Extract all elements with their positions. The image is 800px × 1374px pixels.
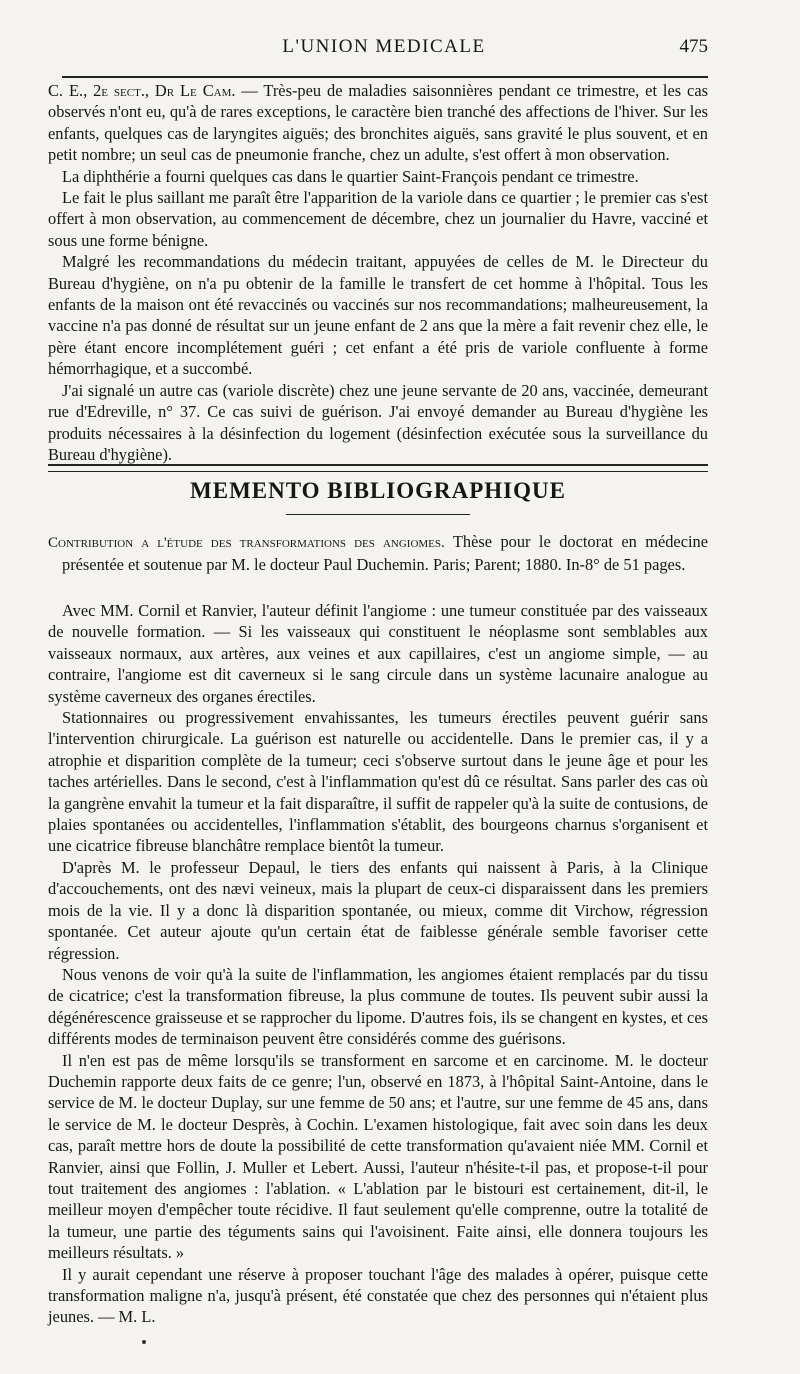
citation-details: Thèse pour le doctorat en médecine présentée et soutenue par M. le docteur Paul Duchemin. Paris; Parent; 1880. In-8° de 51 pages. (62, 532, 709, 575)
page-number: 475 (679, 36, 708, 57)
report-paragraph (48, 80, 708, 166)
ink-dot (142, 1340, 146, 1344)
header-rule (62, 76, 708, 78)
review-paragraph: Stationnaires ou progressivement envahissantes, les tumeurs érectiles peuvent guérir sans l'intervention chirurgicale. La guérison est naturelle ou accidentelle. Dans le premier cas, il y a atrophie et disparition complète de la tumeur; ceci s'observe surtout dans le jeune âge et pour les taches artérielles. Dans le second, c'est à l'inflammation qu'est dû ce résultat. Sans parler des cas où la gangrène envahit la tumeur et la fait disparaître, il suffit de rappeler qu'à la suite de contusions, de plaies spontanées ou accidentelles, l'inflammation s'établit, des bourgeons charnus s'organisent et une cicatrice fibreuse blanchâtre remplace bientôt la tumeur. (48, 708, 708, 856)
running-title: L'UNION MEDICALE (282, 36, 486, 57)
review-paragraph: Il n'en est pas de même lorsqu'ils se transforment en sarcome et en carcinome. M. le docteur Duchemin rapporte deux faits de ce genre; l'un, observé en 1873, à l'hôpital Saint-Antoine, dans le service de M. le docteur Duplay, sur une femme de 50 ans; et l'autre, sur une femme de 45 ans, dans le service de M. le docteur Desprès, à Cochin. L'examen histologique, fait avec soin dans les deux cas, paraît mettre hors de doute la possibilité de cette transformation qu'avaient niée MM. Cornil et Ranvier, ainsi que Follin, J. Muller et Lebert. Aussi, l'auteur n'hésite-t-il pas, et propose-t-il pour tout traitement des angiomes : l'ablation. « L'ablation par le bistouri est certainement, dit-il, le meilleur moyen d'empêcher toute récidive. Il faut seulement qu'elle comprenne, outre la totalité de la tumeur, une partie des téguments sains qui l'avoisinent. Faite ainsi, elle donnera toujours les meilleurs résultats. » (48, 1050, 708, 1263)
title-underline (286, 514, 470, 515)
review-paragraph: Avec MM. Cornil et Ranvier, l'auteur définit l'angiome : une tumeur constituée par des vaisseaux de nouvelle formation. — Si les vaisseaux qui constituent le néoplasme sont semblables aux vaisseaux normaux, aux artères, aux veines et aux capillaires, c'est un angiome simple, — au contraire, l'angiome est dit caverneux si le sang circule dans un système lacunaire analogue au système caverneux des organes érectiles. (48, 601, 708, 706)
citation-title: Contribution a l'étude des transformations des angiomes. (48, 535, 445, 551)
report-paragraph: J'ai signalé un autre cas (variole discrète) chez une jeune servante de 20 ans, vaccinée, demeurant rue d'Edreville, n° 37. Ce cas suivi de guérison. J'ai envoyé demander au Bureau d'hygiène les produits nécessaires à la désinfection du logement (désinfection exécutée sous la surveillance du Bureau d'hygiène). (48, 380, 708, 464)
citation (48, 531, 708, 576)
hygiene-report (48, 80, 708, 465)
review-paragraph: Nous venons de voir qu'à la suite de l'inflammation, les angiomes étaient remplacés par du tissu de cicatrice; c'est la transformation fibreuse, la plus commune de toutes. Ils peuvent subir aussi la dégénérescence graisseuse et se rapprocher du lipome. D'autres fois, ils se changent en kystes, et ces différents modes de terminaison peuvent être considérés comme des guérisons. (48, 964, 708, 1049)
report-paragraph: La diphthérie a fourni quelques cas dans le quartier Saint-François pendant ce trimestre. (62, 166, 639, 186)
review-paragraph: D'après M. le professeur Depaul, le tiers des enfants qui naissent à Paris, à la Clinique d'accouchements, ont des nævi veineux, mais la plupart de ceux-ci disparaissent dans les premiers mois de la vie. Il y a donc là disparition spontanée, ou mieux, comme dit Virchow, régression spontanée. Cet auteur ajoute qu'un certain état de faiblesse générale semble favoriser cette régression. (48, 857, 708, 963)
section-divider (48, 464, 708, 472)
page-header (60, 34, 708, 62)
section-title: MEMENTO BIBLIOGRAPHIQUE (190, 478, 566, 503)
review-paragraph: Il y aurait cependant une réserve à proposer touchant l'âge des malades à opérer, puisque cette transformation maligne n'a, jusqu'à présent, été constatée que chez des personnes qui n'étaient plus jeunes. — M. L. (48, 1264, 708, 1327)
review-body (48, 600, 708, 1328)
report-author: C. E., 2e sect., Dr Le Cam. (48, 81, 236, 100)
bibliography-entry (48, 531, 708, 576)
report-paragraph: Le fait le plus saillant me paraît être l'apparition de la variole dans ce quartier ; le premier cas s'est offert à mon observation, au commencement de décembre, chez un journalier du Havre, vacciné et sous une forme bénigne. (48, 188, 708, 250)
report-paragraph: Malgré les recommandations du médecin traitant, appuyées de celles de M. le Directeur du Bureau d'hygiène, on n'a pu obtenir de la famille le transfert de cet homme à l'hôpital. Tous les enfants de la maison ont été revaccinés ou vaccinés sur nos recommandations; malheureusement, la vaccine n'a pas donné de résultat sur un jeune enfant de 2 ans que la mère a fait revenir chez elle, le père étant encore incomplétement guéri ; cet enfant a été pris de variole confluente à forme hémorrhagique, et a succombé. (48, 252, 708, 379)
report-text: — Très-peu de maladies saisonnières pendant ce trimestre, et les cas observés n'ont eu, qu'à de rares exceptions, le caractère bien tranché des affections de l'hiver. Sur les enfants, quelques cas de laryngites aiguës; des bronchites aiguës, sans gravité le plus souvent, et en petit nombre; un seul cas de pneumonie franche, chez un adulte, s'est offert à mon observation. (48, 81, 708, 165)
